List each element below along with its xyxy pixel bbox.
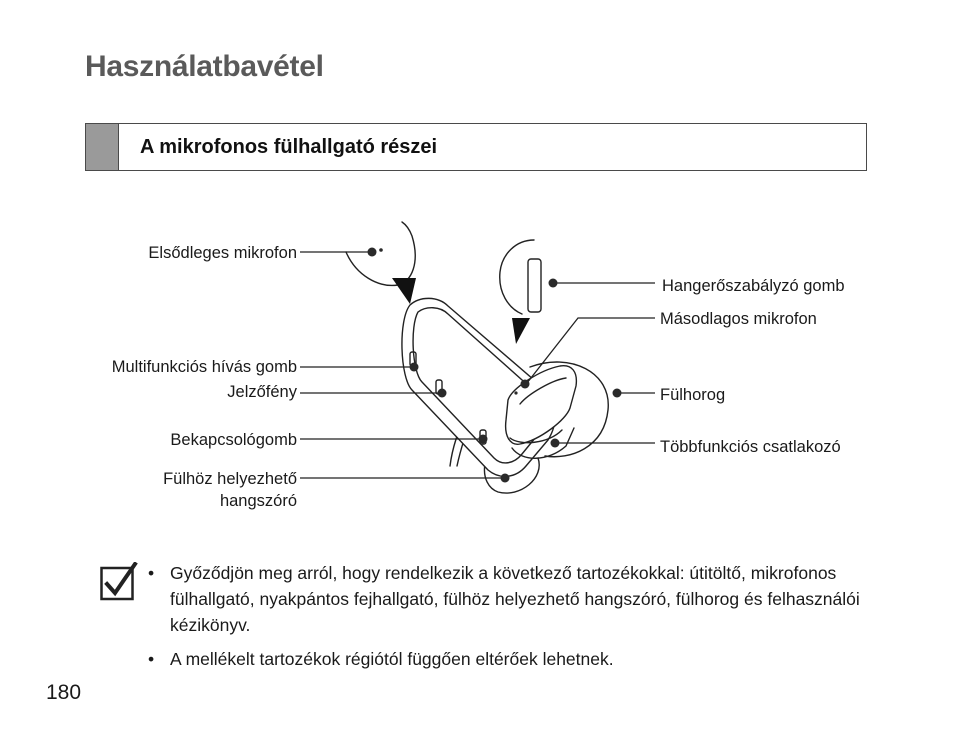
label-indicator-light: Jelzőfény xyxy=(227,383,297,401)
page-number: 180 xyxy=(46,681,82,704)
volume-slot xyxy=(528,259,541,312)
label-ear-hook: Fülhorog xyxy=(660,386,726,404)
label-earpiece-line1: Fülhöz helyezhető xyxy=(163,470,297,488)
volume-detail xyxy=(500,240,534,314)
label-volume-button: Hangerőszabályzó gomb xyxy=(662,277,845,295)
section-title: A mikrofonos fülhallgató részei xyxy=(140,135,438,158)
label-primary-mic: Elsődleges mikrofon xyxy=(148,244,297,262)
note-item: • A mellékelt tartozékok régiótól függően eltérőek lehetnek. xyxy=(148,646,868,672)
note-item: • Győződjön meg arról, hogy rendelkezik a következő tartozékokkal: útitöltő, mikrofonos fülhallgató, nyakpántos fejhallgató, fülhöz helyezhető hangszóró, fülhorog és felhasználói kézikönyv. xyxy=(148,560,868,638)
label-multi-connector: Többfunkciós csatlakozó xyxy=(660,438,841,456)
label-multifunction-button: Multifunkciós hívás gomb xyxy=(111,358,297,376)
primary-mic-detail xyxy=(346,222,415,285)
page-title: Használatbavétel xyxy=(85,50,324,83)
checkbox-note-icon xyxy=(100,562,138,602)
label-earpiece-line2: hangszóró xyxy=(219,492,297,511)
notes-list xyxy=(148,560,868,680)
label-earpiece xyxy=(163,468,297,513)
label-secondary-mic: Másodlagos mikrofon xyxy=(660,310,817,328)
label-power-button: Bekapcsológomb xyxy=(170,431,297,449)
